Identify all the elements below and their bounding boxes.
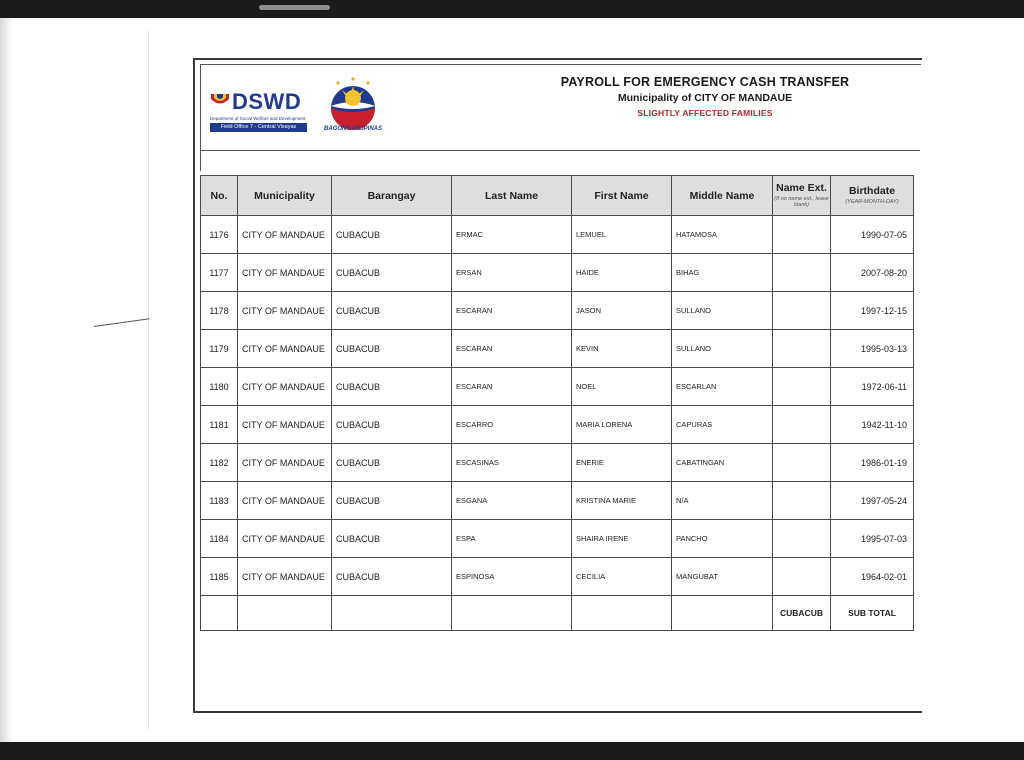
- viewer-bottom-bar: [0, 742, 1024, 760]
- cell-middle: HATAMOSA: [671, 215, 773, 254]
- cell-last: ESPINOSA: [451, 557, 572, 596]
- column-header-ext: [772, 175, 831, 216]
- cell-first: JASON: [571, 291, 672, 330]
- dswd-wordmark: DSWD: [232, 89, 302, 114]
- cell-first: SHAIRA IRENE: [571, 519, 672, 558]
- field-office-label: Field Office 7 - Central Visayas: [210, 123, 307, 132]
- category-subtitle: SLIGHTLY AFFECTED FAMILIES: [637, 108, 773, 118]
- subtotal-cell-ext: CUBACUB: [772, 595, 831, 631]
- header-divider: [200, 150, 920, 151]
- cell-barangay: CUBACUB: [331, 557, 452, 596]
- cell-municipality: CITY OF MANDAUE: [237, 481, 332, 520]
- cell-barangay: CUBACUB: [331, 367, 452, 406]
- column-header-label: First Name: [594, 189, 649, 202]
- cell-no: 1176: [200, 215, 238, 254]
- stray-pen-mark: [94, 318, 150, 327]
- cell-municipality: CITY OF MANDAUE: [237, 405, 332, 444]
- cell-middle: SULLANO: [671, 329, 773, 368]
- column-header-label: Name Ext.: [776, 181, 827, 194]
- cell-barangay: CUBACUB: [331, 405, 452, 444]
- cell-no: 1182: [200, 443, 238, 482]
- cell-first: KRISTINA MARIE: [571, 481, 672, 520]
- subtotal-cell-last: [451, 595, 572, 631]
- cell-first: MARIA LORENA: [571, 405, 672, 444]
- cell-no: 1185: [200, 557, 238, 596]
- cell-middle: SULLANO: [671, 291, 773, 330]
- cell-ext: [772, 443, 831, 482]
- cell-barangay: CUBACUB: [331, 519, 452, 558]
- cell-middle: N/A: [671, 481, 773, 520]
- column-header-label: Municipality: [254, 189, 315, 202]
- cell-barangay: CUBACUB: [331, 443, 452, 482]
- cell-birth: 1990-07-05: [830, 215, 914, 254]
- cell-municipality: CITY OF MANDAUE: [237, 215, 332, 254]
- column-header-birth: [830, 175, 914, 216]
- cell-last: ESPA: [451, 519, 572, 558]
- cell-middle: MANGUBAT: [671, 557, 773, 596]
- page-fold-line: [148, 30, 149, 730]
- cell-barangay: CUBACUB: [331, 291, 452, 330]
- cell-barangay: CUBACUB: [331, 481, 452, 520]
- dswd-emblem-icon: [210, 93, 230, 109]
- cell-birth: 2007-08-20: [830, 253, 914, 292]
- cell-ext: [772, 291, 831, 330]
- cell-municipality: CITY OF MANDAUE: [237, 557, 332, 596]
- column-header-label: No.: [210, 189, 228, 202]
- document-title: PAYROLL FOR EMERGENCY CASH TRANSFER: [560, 75, 850, 89]
- cell-last: ESCARRO: [451, 405, 572, 444]
- dswd-full-name: Department of Social Welfare and Development: [210, 116, 306, 121]
- cell-no: 1183: [200, 481, 238, 520]
- cell-first: CECILIA: [571, 557, 672, 596]
- cell-ext: [772, 519, 831, 558]
- subtotal-cell-no: [200, 595, 238, 631]
- cell-birth: 1964-02-01: [830, 557, 914, 596]
- column-header-no: [200, 175, 238, 216]
- column-header-label: Last Name: [484, 189, 539, 202]
- cell-ext: [772, 405, 831, 444]
- cell-last: ESGANA: [451, 481, 572, 520]
- cell-first: LEMUEL: [571, 215, 672, 254]
- cell-middle: CABATINGAN: [671, 443, 773, 482]
- cell-no: 1184: [200, 519, 238, 558]
- cell-no: 1177: [200, 253, 238, 292]
- column-header-label: Barangay: [367, 189, 416, 202]
- cell-ext: [772, 329, 831, 368]
- cell-municipality: CITY OF MANDAUE: [237, 253, 332, 292]
- cell-barangay: CUBACUB: [331, 329, 452, 368]
- drag-handle[interactable]: [259, 5, 330, 10]
- column-header-municipality: [237, 175, 332, 216]
- cell-ext: [772, 215, 831, 254]
- cell-middle: ESCARLAN: [671, 367, 773, 406]
- cell-ext: [772, 253, 831, 292]
- column-header-hint: (If no name ext., leave blank): [774, 196, 829, 209]
- column-header-barangay: [331, 175, 452, 216]
- cell-first: KEVIN: [571, 329, 672, 368]
- cell-municipality: CITY OF MANDAUE: [237, 329, 332, 368]
- cell-first: ENERIE: [571, 443, 672, 482]
- cell-last: ESCARAN: [451, 329, 572, 368]
- column-header-label: Middle Name: [689, 189, 755, 202]
- cell-birth: 1997-12-15: [830, 291, 914, 330]
- subtotal-cell-middle: [671, 595, 773, 631]
- cell-no: 1179: [200, 329, 238, 368]
- cell-barangay: CUBACUB: [331, 215, 452, 254]
- cell-no: 1181: [200, 405, 238, 444]
- cell-ext: [772, 367, 831, 406]
- cell-middle: CAPURAS: [671, 405, 773, 444]
- column-header-first: [571, 175, 672, 216]
- subtotal-cell-barangay: [331, 595, 452, 631]
- cell-no: 1178: [200, 291, 238, 330]
- cell-middle: PANCHO: [671, 519, 773, 558]
- column-header-hint: (YEAR-MONTH-DAY): [845, 199, 899, 206]
- cell-municipality: CITY OF MANDAUE: [237, 443, 332, 482]
- cell-last: ESCARAN: [451, 367, 572, 406]
- cell-birth: 1986-01-19: [830, 443, 914, 482]
- cell-birth: 1995-03-13: [830, 329, 914, 368]
- cell-last: ERMAC: [451, 215, 572, 254]
- page-edge-shadow: [0, 18, 12, 742]
- column-header-last: [451, 175, 572, 216]
- dswd-logo: [210, 90, 310, 136]
- cell-last: ESCARAN: [451, 291, 572, 330]
- cell-municipality: CITY OF MANDAUE: [237, 519, 332, 558]
- cell-birth: 1997-05-24: [830, 481, 914, 520]
- column-header-middle: [671, 175, 773, 216]
- cell-first: HAIDE: [571, 253, 672, 292]
- cell-last: ERSAN: [451, 253, 572, 292]
- subtotal-cell-municipality: [237, 595, 332, 631]
- cell-birth: 1942-11-10: [830, 405, 914, 444]
- cell-first: NOEL: [571, 367, 672, 406]
- bagong-pilipinas-label: BAGONG PILIPINAS: [323, 126, 382, 132]
- cell-birth: 1995-07-03: [830, 519, 914, 558]
- cell-no: 1180: [200, 367, 238, 406]
- municipality-subtitle: Municipality of CITY OF MANDAUE: [617, 92, 793, 104]
- column-header-label: Birthdate: [848, 184, 896, 197]
- cell-barangay: CUBACUB: [331, 253, 452, 292]
- viewer-top-bar: [0, 0, 1024, 18]
- subtotal-cell-first: [571, 595, 672, 631]
- cell-municipality: CITY OF MANDAUE: [237, 291, 332, 330]
- cell-birth: 1972-06-11: [830, 367, 914, 406]
- cell-municipality: CITY OF MANDAUE: [237, 367, 332, 406]
- cell-last: ESCASINAS: [451, 443, 572, 482]
- cell-ext: [772, 557, 831, 596]
- subtotal-cell-birth: SUB TOTAL: [830, 595, 914, 631]
- cell-middle: BIHAG: [671, 253, 773, 292]
- cell-ext: [772, 481, 831, 520]
